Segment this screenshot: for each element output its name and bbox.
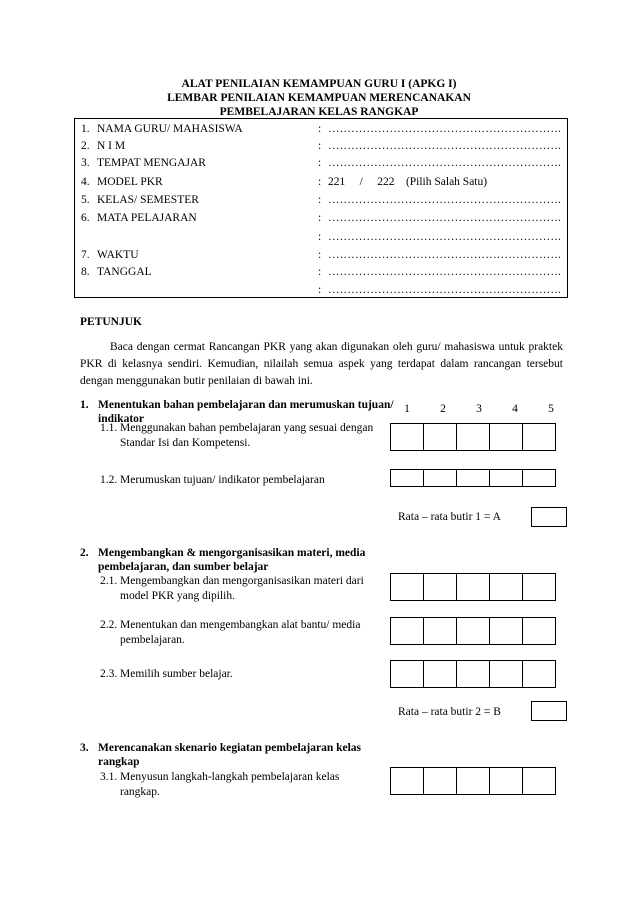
rating-box-2[interactable] [423, 423, 457, 451]
rating-box-2[interactable] [423, 660, 457, 688]
scale-label-3: 3 [476, 403, 482, 415]
rating-boxes-2-2 [390, 617, 556, 645]
rating-box-4[interactable] [489, 767, 523, 795]
rating-box-4[interactable] [489, 617, 523, 645]
info-value-field[interactable]: ……………………………………………………. [328, 231, 561, 243]
section-title-text: Menentukan bahan pembelajaran dan merumuskan tujuan/ indikator [98, 399, 394, 425]
info-row [75, 247, 567, 263]
rating-box-1[interactable] [390, 469, 424, 487]
average-label-b: Rata – rata butir 2 = B [398, 706, 501, 718]
rating-box-3[interactable] [456, 617, 490, 645]
info-colon: : [318, 176, 322, 188]
info-colon: : [318, 266, 322, 278]
info-colon: : [318, 212, 322, 224]
item-text: Menggunakan bahan pembelajaran yang sesuai dengan Standar Isi dan Kompetensi. [120, 422, 374, 449]
info-label: TEMPAT MENGAJAR [97, 157, 206, 169]
rating-boxes-2-1 [390, 573, 556, 601]
form-title-line-2: LEMBAR PENILAIAN KEMAMPUAN MERENCANAKAN [167, 92, 471, 104]
average-label-a: Rata – rata butir 1 = A [398, 511, 501, 523]
rating-box-3[interactable] [456, 423, 490, 451]
rating-box-5[interactable] [522, 423, 556, 451]
info-colon: : [318, 249, 322, 261]
section-title-text: Mengembangkan & mengorganisasikan materi, media pembelajaran, dan sumber belajar [98, 547, 366, 573]
info-label: NAMA GURU/ MAHASISWA [97, 123, 243, 135]
rating-box-1[interactable] [390, 660, 424, 688]
info-value-field[interactable]: ……………………………………………………. [328, 123, 561, 135]
info-value-field[interactable]: ……………………………………………………. [328, 212, 561, 224]
rating-box-3[interactable] [456, 660, 490, 688]
item-number: 1.1. [100, 422, 118, 434]
item-number: 2.2. [100, 619, 118, 631]
rating-box-2[interactable] [423, 767, 457, 795]
info-value-field[interactable]: ……………………………………………………. [328, 194, 561, 206]
section-number: 1. [80, 399, 89, 411]
rating-box-1[interactable] [390, 617, 424, 645]
info-number: 6. [81, 212, 90, 224]
item-number: 2.3. [100, 668, 118, 680]
info-colon: : [318, 123, 322, 135]
item-text: Merumuskan tujuan/ indikator pembelajaran [120, 474, 325, 486]
rating-box-1[interactable] [390, 573, 424, 601]
info-row [75, 210, 567, 226]
info-value-field[interactable]: ……………………………………………………. [328, 157, 561, 169]
rating-box-4[interactable] [489, 573, 523, 601]
average-box-a[interactable] [531, 507, 567, 527]
item-number: 2.1. [100, 575, 118, 587]
rating-box-2[interactable] [423, 573, 457, 601]
info-colon: : [318, 157, 322, 169]
form-title-line-1: ALAT PENILAIAN KEMAMPUAN GURU I (APKG I) [181, 78, 457, 90]
section-number: 3. [80, 742, 89, 754]
info-row [75, 138, 567, 154]
rating-box-1[interactable] [390, 423, 424, 451]
rating-boxes-1-2 [390, 469, 556, 487]
identity-box [74, 118, 568, 298]
info-number: 4. [81, 176, 90, 188]
rating-box-4[interactable] [489, 469, 523, 487]
info-row [75, 282, 567, 298]
form-title-line-3: PEMBELAJARAN KELAS RANGKAP [219, 106, 419, 118]
item-text: Menyusun langkah-langkah pembelajaran kelas rangkap. [120, 771, 340, 798]
item-number: 3.1. [100, 771, 118, 783]
info-value-field[interactable]: ……………………………………………………. [328, 266, 561, 278]
instructions-heading: PETUNJUK [80, 316, 142, 328]
info-number: 1. [81, 123, 90, 135]
scale-label-2: 2 [440, 403, 446, 415]
section-number: 2. [80, 547, 89, 559]
info-colon: : [318, 140, 322, 152]
rating-box-5[interactable] [522, 573, 556, 601]
rating-box-2[interactable] [423, 617, 457, 645]
item-text: Memilih sumber belajar. [120, 668, 233, 680]
info-label: TANGGAL [97, 266, 152, 278]
rating-boxes-2-3 [390, 660, 556, 688]
info-number: 7. [81, 249, 90, 261]
scale-label-4: 4 [512, 403, 518, 415]
instructions-body: Baca dengan cermat Rancangan PKR yang akan digunakan oleh guru/ mahasiswa untuk praktek PKR di kelasnya sendiri. Kemudian, nilailah semua aspek yang terdapat dalam rancangan tersebut dengan menggunakan butir penilaian di bawah ini. [80, 341, 563, 387]
info-number: 3. [81, 157, 90, 169]
rating-box-2[interactable] [423, 469, 457, 487]
rating-box-5[interactable] [522, 617, 556, 645]
info-colon: : [318, 194, 322, 206]
scale-label-1: 1 [404, 403, 410, 415]
info-value-field[interactable]: ……………………………………………………. [328, 249, 561, 261]
info-row [75, 264, 567, 280]
rating-box-3[interactable] [456, 573, 490, 601]
info-value-field[interactable]: ……………………………………………………. [328, 284, 561, 296]
scale-label-5: 5 [548, 403, 554, 415]
info-number: 8. [81, 266, 90, 278]
rating-box-5[interactable] [522, 660, 556, 688]
rating-box-5[interactable] [522, 469, 556, 487]
instructions-text [80, 339, 563, 390]
rating-box-4[interactable] [489, 423, 523, 451]
info-row [75, 229, 567, 245]
section-title-text: Merencanakan skenario kegiatan pembelajaran kelas rangkap [98, 742, 362, 768]
info-label: N I M [97, 140, 126, 152]
info-row [75, 174, 567, 190]
info-label: WAKTU [97, 249, 139, 261]
model-pkr-choice[interactable]: 221 / 222 (Pilih Salah Satu) [328, 176, 488, 188]
info-number: 2. [81, 140, 90, 152]
rating-boxes-1-1 [390, 423, 556, 451]
item-text: Mengembangkan dan mengorganisasikan materi dari model PKR yang dipilih. [120, 575, 364, 602]
info-colon: : [318, 231, 322, 243]
rating-boxes-3-1 [390, 767, 556, 795]
info-number: 5. [81, 194, 90, 206]
info-row [75, 192, 567, 208]
rating-box-3[interactable] [456, 469, 490, 487]
info-row [75, 155, 567, 171]
info-label: KELAS/ SEMESTER [97, 194, 199, 206]
info-row [75, 121, 567, 137]
rating-box-4[interactable] [489, 660, 523, 688]
info-label: MODEL PKR [97, 176, 163, 188]
item-number: 1.2. [100, 474, 118, 486]
rating-box-1[interactable] [390, 767, 424, 795]
item-text: Menentukan dan mengembangkan alat bantu/ media pembelajaran. [120, 619, 361, 646]
rating-box-3[interactable] [456, 767, 490, 795]
average-box-b[interactable] [531, 701, 567, 721]
rating-box-5[interactable] [522, 767, 556, 795]
info-value-field[interactable]: ……………………………………………………. [328, 140, 561, 152]
info-colon: : [318, 284, 322, 296]
info-label: MATA PELAJARAN [97, 212, 197, 224]
